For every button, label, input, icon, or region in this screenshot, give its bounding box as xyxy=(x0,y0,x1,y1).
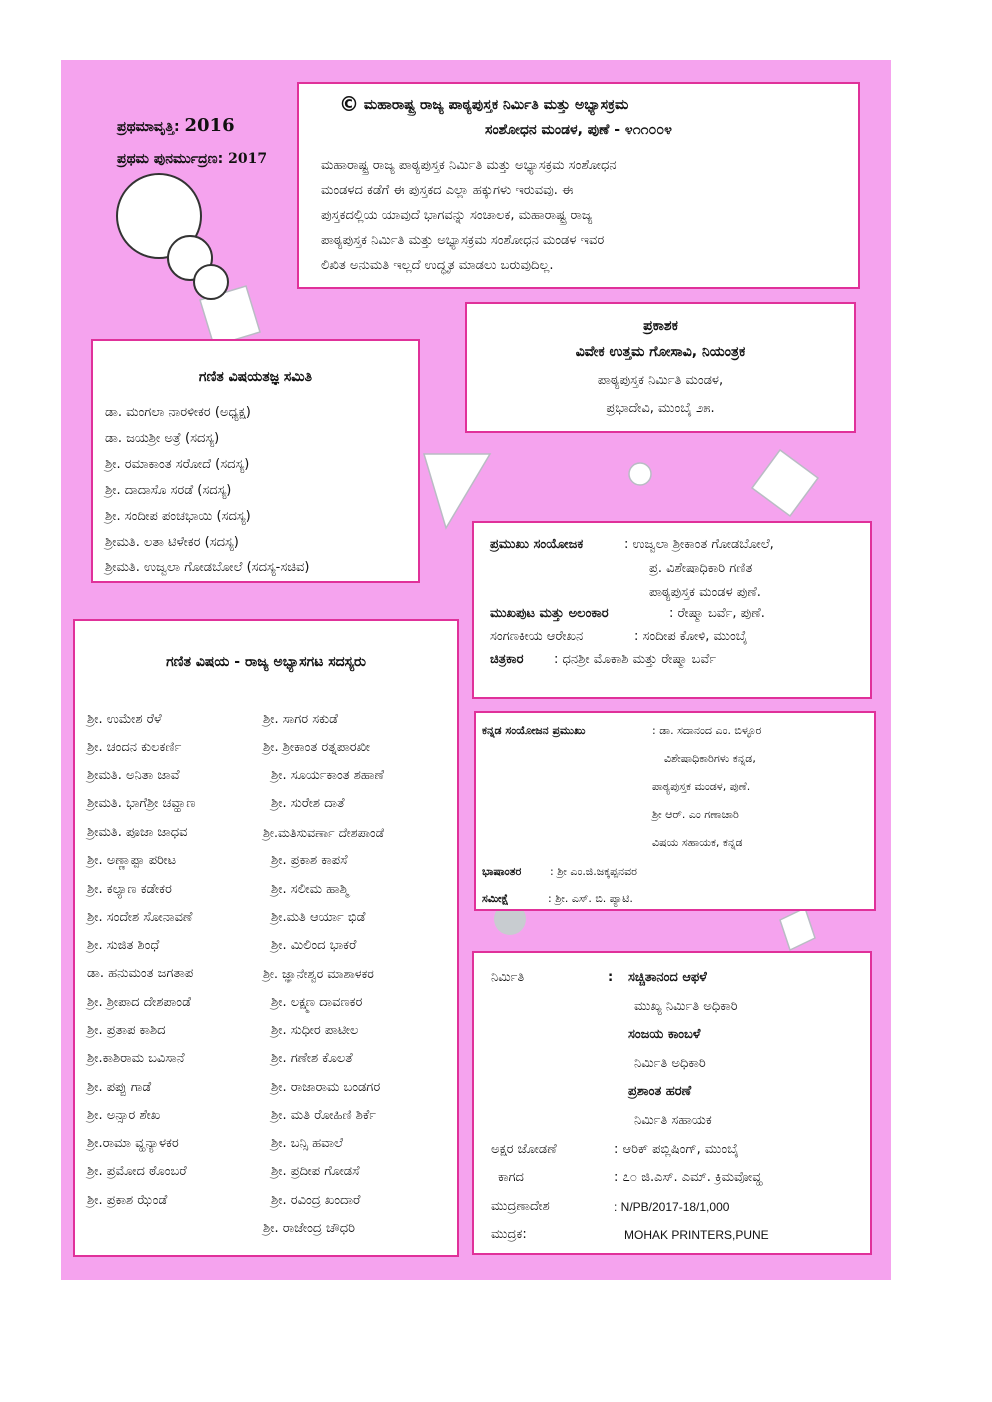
study-group-member: ಶ್ರೀ. ಜ್ಞಾನೇಶ್ವರ ಮಾಶಾಳಕರ xyxy=(263,966,374,981)
illustrator-value: : ಧನಶ್ರೀ ಮೊಕಾಶಿ ಮತ್ತು ರೇಷ್ಮಾ ಬರ್ವೆ xyxy=(554,652,717,667)
production-person-role: ಮುಖ್ಯ ನಿರ್ಮಿತಿ ಅಧಿಕಾರಿ xyxy=(634,999,738,1014)
study-group-member: ಶ್ರೀ.ಕಾಶಿರಾಮ ಬವಿಸಾನೆ xyxy=(87,1051,185,1066)
committee-box xyxy=(91,339,420,583)
copyright-box xyxy=(297,82,860,289)
copyright-body-line: ಪಾಠ್ಯಪುಸ್ತಕ ನಿರ್ಮಿತಿ ಮತ್ತು ಅಭ್ಯಾಸಕ್ರಮ ಸಂಶೋಧನ ಮಂಡಳ ಇವರ xyxy=(321,233,605,248)
study-group-member: ಶ್ರೀ. ಅಣ್ಣಾಪ್ಪಾ ಪರೀಟ xyxy=(87,853,177,868)
diamond-shape xyxy=(780,908,815,950)
coordinators-box xyxy=(472,521,872,699)
study-group-member: ಶ್ರೀ. ಮಿಲಿಂದ ಭಾಕರೆ xyxy=(271,938,357,953)
committee-member: ಶ್ರೀ. ದಾದಾಸೊ ಸರಡೆ (ಸದಸ್ಯ) xyxy=(105,483,232,498)
production-colon: : xyxy=(608,970,614,985)
committee-member: ಶ್ರೀ. ಸಂದೀಪ ಪಂಚಭಾಯಿ (ಸದಸ್ಯ) xyxy=(105,509,251,524)
review-label: ಸಮೀಕ್ಷೆ xyxy=(482,892,509,905)
study-group-member: ಶ್ರೀ. ಚಂದನ ಕುಲಕರ್ಣಿ xyxy=(87,740,182,755)
typesetting-label: ಅಕ್ಷರ ಜೋಡಣೆ xyxy=(491,1142,557,1157)
study-group-member: ಶ್ರೀ.ರಾಮಾ ವ್ಹನ್ಯಾಳಕರ xyxy=(87,1136,179,1151)
production-label: ನಿರ್ಮಿತಿ xyxy=(491,970,525,985)
chief-coordinator-line: ಪಾಠ್ಯಪುಸ್ತಕ ಮಂಡಳ ಪುಣೆ. xyxy=(649,585,761,600)
printer-value: MOHAK PRINTERS,PUNE xyxy=(624,1228,769,1242)
copyright-body-line: ಪುಸ್ತಕದಲ್ಲಿಯ ಯಾವುದೆ ಭಾಗವನ್ನು ಸಂಚಾಲಕ, ಮಹಾರಾಷ್ಟ್ರ ರಾಜ್ಯ xyxy=(321,208,593,223)
study-group-member: ಶ್ರೀ. ಸುಧೀರ ಪಾಟೀಲ xyxy=(271,1023,359,1038)
copyright-body-line: ಮಹಾರಾಷ್ಟ್ರ ರಾಜ್ಯ ಪಾಠ್ಯಪುಸ್ತಕ ನಿರ್ಮಿತಿ ಮತ್ತು ಅಭ್ಯಾಸಕ್ರಮ ಸಂಶೋಧನ xyxy=(321,158,617,173)
kannada-coordinator-line: ಪಾಠ್ಯಪುಸ್ತಕ ಮಂಡಳ, ಪುಣೆ. xyxy=(652,780,751,793)
study-group-member: ಶ್ರೀ. ಶ್ರೀಕಾಂತ ರತ್ನಪಾರಖೀ xyxy=(263,740,371,755)
kannada-coordinator-label: ಕನ್ನಡ ಸಂಯೋಜನ ಪ್ರಮುಖು xyxy=(482,724,586,737)
circle-shape xyxy=(629,463,651,485)
copyright-line2: ಸಂಶೋಧನ ಮಂಡಳ, ಪುಣೆ - ೪೧೧೦೦೪ xyxy=(485,122,672,138)
committee-member: ಶ್ರೀಮತಿ. ಲತಾ ಟಿಳೇಕರ (ಸದಸ್ಯ) xyxy=(105,535,239,550)
study-group-member: ಡಾ. ಹನುಮಂತ ಜಗತಾಪ xyxy=(87,966,194,981)
publisher-line1: ಪಾಠ್ಯಪುಸ್ತಕ ನಿರ್ಮಿತಿ ಮಂಡಳ, xyxy=(597,373,724,388)
study-group-member: ಶ್ರೀ. ಪ್ರಕಾಶ ಝೆಂಡೆ xyxy=(87,1193,168,1208)
diamond-shape xyxy=(752,450,818,516)
production-person-name: ಸಂಜಯ ಕಾಂಬಳೆ xyxy=(628,1027,701,1042)
print-order-label: ಮುದ್ರಣಾದೇಶ xyxy=(491,1199,550,1214)
first-edition xyxy=(117,115,235,136)
copyright-line1 xyxy=(339,92,629,116)
study-group-member: ಶ್ರೀ. ರವಿಂದ್ರ ಖಂದಾರೆ xyxy=(271,1193,361,1208)
kannada-coordinator-line: : ಡಾ. ಸದಾನಂದ ಎಂ. ಬಿಳ್ಳೂರ xyxy=(652,724,762,737)
translation-value: : ಶ್ರೀ ಎಂ.ಜಿ.ಜಕ್ಕಪ್ಪನವರ xyxy=(550,865,637,878)
study-group-member: ಶ್ರೀ. ಸಾಗರ ಸಕುಡೆ xyxy=(263,712,338,727)
production-person-name: ಪ್ರಶಾಂತ ಹರಣೆ xyxy=(628,1084,692,1099)
paper-label: ಕಾಗದ xyxy=(498,1170,524,1185)
circle-shape xyxy=(194,265,228,299)
print-order-value: : N/PB/2017-18/1,000 xyxy=(614,1200,730,1214)
study-group-member: ಶ್ರೀ. ಪ್ರಕಾಶ ಕಾಪಸೆ xyxy=(271,853,348,868)
typesetting-value: : ಆರಿಕ್ ಪಬ್ಲಿಷಿಂಗ್, ಮುಂಬೈ xyxy=(614,1142,739,1157)
study-group-member: ಶ್ರೀ. ಸಂದೇಶ ಸೋನಾವಣೆ xyxy=(87,910,193,925)
paper-value: : ೭೦ ಜಿ.ಎಸ್. ಎಮ್. ಕ್ರಿಮವೋವ್ಹ xyxy=(614,1170,763,1185)
study-group-member: ಶ್ರೀ. ಸುರೇಶ ದಾತೆ xyxy=(271,796,345,811)
study-group-member: ಶ್ರೀ. ಕಲ್ಯಾಣ ಕಡೇಕರ xyxy=(87,882,172,897)
production-person-role: ನಿರ್ಮಿತಿ ಸಹಾಯಕ xyxy=(634,1113,712,1128)
publisher-name: ವಿವೇಕ ಉತ್ತಮ ಗೋಸಾವಿ, ನಿಯಂತ್ರಕ xyxy=(575,344,746,360)
study-group-member: ಶ್ರೀಮತಿ. ಭಾಗೆಶ್ರೀ ಚವ್ಹಾಣ xyxy=(87,796,196,811)
study-group-member: ಶ್ರೀ. ಗಣೇಶ ಕೊಲತೆ xyxy=(271,1051,353,1066)
study-group-member: ಶ್ರೀ. ರಾಜಾರಾಮ ಬಂಡಗರ xyxy=(271,1080,381,1095)
committee-member: ಡಾ. ಜಯಶ್ರೀ ಅತ್ರೆ (ಸದಸ್ಯ) xyxy=(105,431,220,446)
study-group-member: ಶ್ರೀ. ಶ್ರೀಪಾದ ದೇಶಪಾಂಡೆ xyxy=(87,995,191,1010)
production-person-role: ನಿರ್ಮಿತಿ ಅಧಿಕಾರಿ xyxy=(634,1056,706,1071)
study-group-member: ಶ್ರೀ. ಪ್ರತಾಪ ಕಾಶಿದ xyxy=(87,1023,166,1038)
first-edition-label: ಪ್ರಥಮಾವೃತ್ತಿ: xyxy=(117,119,180,135)
review-value: : ಶ್ರೀ. ಎಸ್. ಬಿ. ಪ್ಯಾಟಿ. xyxy=(548,892,633,905)
study-group-member: ಶ್ರೀ.ಮತಿ ಆರ್ಯಾ ಭಿಡೆ xyxy=(271,910,366,925)
production-box xyxy=(472,951,872,1255)
kannada-coordinator-line: ವಿಷಯ ಸಹಾಯಕ, ಕನ್ನಡ xyxy=(652,836,743,849)
study-group-member: ಶ್ರೀ. ಅನ್ಸಾರ ಶೇಖ xyxy=(87,1108,161,1123)
copyright-body-line: ಮಂಡಳದ ಕಡೆಗೆ ಈ ಪುಸ್ತಕದ ಎಲ್ಲಾ ಹಕ್ಕುಗಳು ಇರುವವು. ಈ xyxy=(321,183,574,198)
study-group-member: ಶ್ರೀ. ಪ್ರಮೋದ ಠೊಂಬರೆ xyxy=(87,1164,187,1179)
study-group-member: ಶ್ರೀ. ಮತಿ ರೋಹಿಣಿ ಶಿರ್ಕೆ xyxy=(271,1108,377,1123)
study-group-member: ಶ್ರೀಮತಿ. ಪೂಜಾ ಜಾಧವ xyxy=(87,825,188,840)
study-group-member: ಶ್ರೀ. ಸಲೀಮ ಹಾಶ್ಮಿ xyxy=(271,882,349,897)
committee-member: ಡಾ. ಮಂಗಲಾ ನಾರಳೀಕರ (ಅಧ್ಯಕ್ಷ) xyxy=(105,405,251,420)
publisher-line2: ಪ್ರಭಾದೇವಿ, ಮುಂಬೈ ೨೫. xyxy=(606,401,715,416)
kannada-coordinator-line: ಶ್ರೀ ಆರ್. ಎಂ ಗಣಾಚಾರಿ xyxy=(652,808,739,821)
copyright-icon: © xyxy=(339,92,359,116)
copyright-body-line: ಲಿಖಿತ ಅನುಮತಿ ಇಲ್ಲದೆ ಉದ್ಧೃತ ಮಾಡಲು ಬರುವುದಿಲ್ಲ. xyxy=(321,258,554,273)
study-group-member: ಶ್ರೀ. ಸುಜಿತ ಶಿಂಧೆ xyxy=(87,938,160,953)
reprint-label: ಪ್ರಥಮ ಪುನರ್ಮುದ್ರಣ: xyxy=(117,151,224,167)
study-group-member: ಶ್ರೀ. ಉಮೇಶ ರೆಳೆ xyxy=(87,712,162,727)
computer-drawing-label: ಸಂಗಣಕೀಯ ಆರೇಖನ xyxy=(490,629,584,644)
illustrator-label: ಚಿತ್ರಕಾರ xyxy=(490,652,524,667)
study-group-member: ಶ್ರೀ. ರಾಜೇಂದ್ರ ಚೌಧರಿ xyxy=(263,1221,356,1236)
cover-label: ಮುಖಪುಟ ಮತ್ತು ಅಲಂಕಾರ xyxy=(490,606,609,621)
computer-drawing-value: : ಸಂದೀಪ ಕೋಳಿ, ಮುಂಬೈ xyxy=(634,629,748,644)
study-group-member: ಶ್ರೀ. ಪ್ರದೀಪ ಗೋಡಸೆ xyxy=(271,1164,360,1179)
copyright-line1-text: ಮಹಾರಾಷ್ಟ್ರ ರಾಜ್ಯ ಪಾಠ್ಯಪುಸ್ತಕ ನಿರ್ಮಿತಿ ಮತ್ತು ಅಭ್ಯಾಸಕ್ರಮ xyxy=(363,97,629,113)
committee-title: ಗಣಿತ ವಿಷಯತಜ್ಞ ಸಮಿತಿ xyxy=(198,369,313,385)
study-group-member: ಶ್ರೀ. ಸೂರ್ಯಕಾಂತ ಶಹಾಣೆ xyxy=(271,768,384,783)
study-group-title: ಗಣಿತ ವಿಷಯ - ರಾಜ್ಯ ಅಭ್ಯಾಸಗಟ ಸದಸ್ಯರು xyxy=(166,654,366,670)
production-person-name: ಸಚ್ಚಿತಾನಂದ ಆಫಳೆ xyxy=(628,970,707,985)
study-group-member: ಶ್ರೀ. ಲಕ್ಷ್ಮಣ ದಾವಣಕರ xyxy=(271,995,363,1010)
study-group-box xyxy=(73,619,459,1257)
first-edition-year: 2016 xyxy=(184,115,235,136)
kannada-coordination-box xyxy=(474,711,876,911)
study-group-member: ಶ್ರೀ. ಪಪ್ಪು ಗಾಡೆ xyxy=(87,1080,152,1095)
chief-coordinator-line: : ಉಜ್ವಲಾ ಶ್ರೀಕಾಂತ ಗೋಡಬೋಲೆ, xyxy=(624,537,774,552)
kannada-coordinator-line: ವಿಶೇಷಾಧಿಕಾರಿಗಳು ಕನ್ನಡ, xyxy=(664,752,756,765)
triangle-shape xyxy=(424,454,490,528)
committee-member: ಶ್ರೀ. ರಮಾಕಾಂತ ಸರೋದೆ (ಸದಸ್ಯ) xyxy=(105,457,250,472)
printer-label: ಮುದ್ರಕ: xyxy=(491,1227,527,1242)
chief-coordinator-line: ಪ್ರ. ವಿಶೇಷಾಧಿಕಾರಿ ಗಣಿತ xyxy=(649,561,753,576)
publisher-box xyxy=(465,302,856,433)
committee-member: ಶ್ರೀಮತಿ. ಉಜ್ವಲಾ ಗೋಡಬೋಲೆ (ಸದಸ್ಯ-ಸಚಿವ) xyxy=(105,560,310,575)
reprint-year: 2017 xyxy=(228,151,268,167)
study-group-member: ಶ್ರೀ.ಮತಿಸುವರ್ಣಾ ದೇಶಪಾಂಡೆ xyxy=(263,825,385,840)
reprint-edition xyxy=(117,151,267,167)
publisher-heading: ಪ್ರಕಾಶಕ xyxy=(643,318,678,334)
study-group-member: ಶ್ರೀ. ಬನ್ಸಿ ಹವಾಲೆ xyxy=(271,1136,344,1151)
chief-coordinator-label: ಪ್ರಮುಖು ಸಂಯೋಜಕ xyxy=(490,537,584,552)
translation-label: ಭಾಷಾಂತರ xyxy=(482,865,522,878)
study-group-member: ಶ್ರೀಮತಿ. ಅನಿತಾ ಜಾವೆ xyxy=(87,768,180,783)
cover-value: : ರೇಷ್ಮಾ ಬರ್ವೆ, ಪುಣೆ. xyxy=(669,606,765,621)
